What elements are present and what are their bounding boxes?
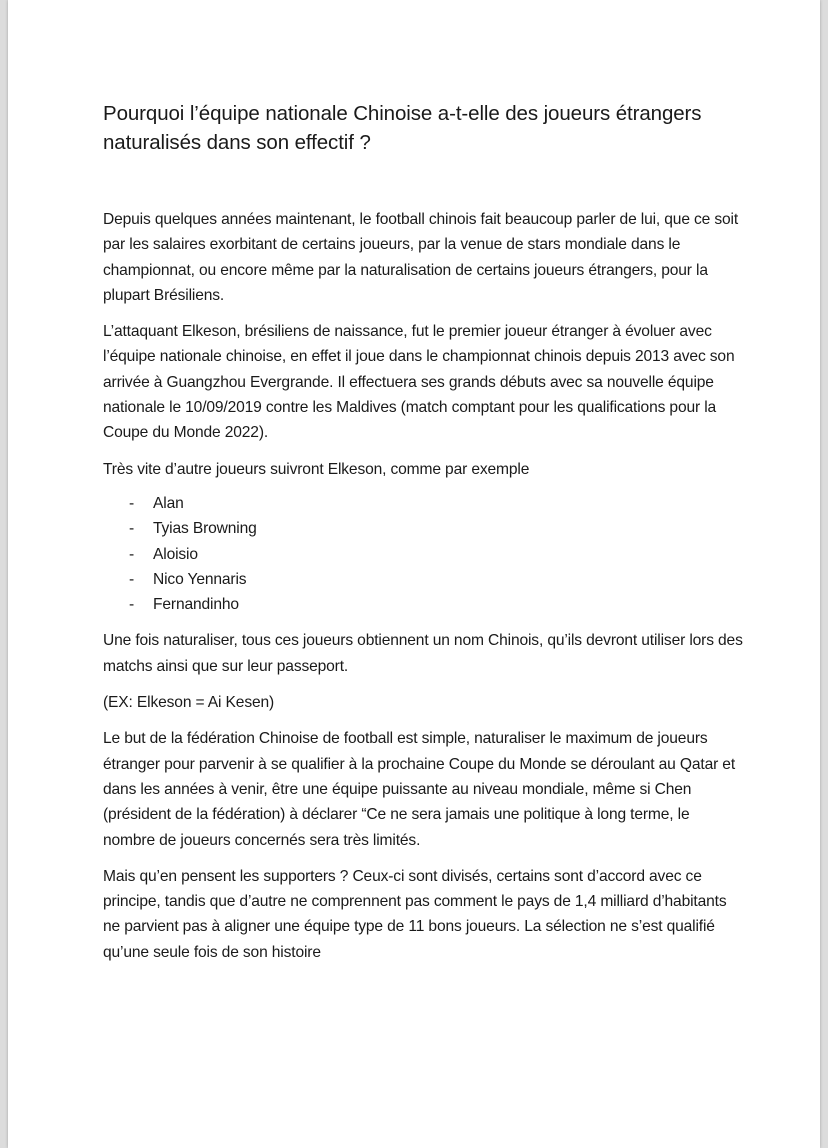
list-item-label: Nico Yennaris [153,570,247,588]
list-item [103,491,743,516]
list-item-label: Fernandinho [153,596,239,614]
list-item-label: Alan [153,494,184,512]
list-dash: - [129,545,135,563]
list-item [103,592,743,617]
paragraph-list-intro: Très vite d’autre joueurs suivront Elkeson, comme par exemple [103,460,530,478]
paragraph-supporters: Mais qu’en pensent les supporters ? Ceux-ci sont divisés, certains sont d’accord avec ce principe, tandis que d’autre ne comprennent pas comment le pays de 1,4 milliard d’habitants ne parvient pas à aligner une équipe type de 11 bons joueurs. La sélection ne s’est qualifié qu’une seule fois de son histoire [103,867,727,961]
paragraph-elkeson: L’attaquant Elkeson, brésiliens de naissance, fut le premier joueur étranger à évoluer avec l’équipe nationale chinoise, en effet il joue dans le championnat chinois depuis 2013 avec son arrivée à Guangzhou Evergrande. Il effectuera ses grands débuts avec sa nouvelle équipe nationale le 10/09/2019 contre les Maldives (match comptant pour les qualifications pour la Coupe du Monde 2022). [103,323,735,442]
document-title: Pourquoi l’équipe nationale Chinoise a-t-elle des joueurs étrangers naturalisés dans son effectif ? [103,102,702,154]
paragraph-naturalisation: Une fois naturaliser, tous ces joueurs obtiennent un nom Chinois, qu’ils devront utiliser lors des matchs ainsi que sur leur passeport. [103,632,743,675]
list-item-label: Aloisio [153,545,198,563]
list-item [103,567,743,592]
list-dash: - [129,596,135,614]
paragraph-federation-goal: Le but de la fédération Chinoise de football est simple, naturaliser le maximum de joueurs étranger pour parvenir à se qualifier à la prochaine Coupe du Monde se déroulant au Qatar et dans les années à venir, être une équipe puissante au niveau mondiale, même si Chen (président de la fédération) à déclarer “Ce ne sera jamais une politique à long terme, le nombre de joueurs concernés sera très limités. [103,730,736,849]
paragraph-intro: Depuis quelques années maintenant, le football chinois fait beaucoup parler de lui, que ce soit par les salaires exorbitant de certains joueurs, par la venue de stars mondiale dans le championnat, ou encore même par la naturalisation de certains joueurs étrangers, pour la plupart Brésiliens. [103,211,739,304]
list-dash: - [129,570,135,588]
list-item [103,542,743,567]
list-item [103,516,743,541]
document-body [103,99,743,965]
list-dash: - [129,494,135,512]
document-page [8,0,820,1148]
paragraph-example: (EX: Elkeson = Ai Kesen) [103,694,275,712]
list-item-label: Tyias Browning [153,520,257,538]
list-dash: - [129,520,135,538]
players-list [103,491,743,617]
